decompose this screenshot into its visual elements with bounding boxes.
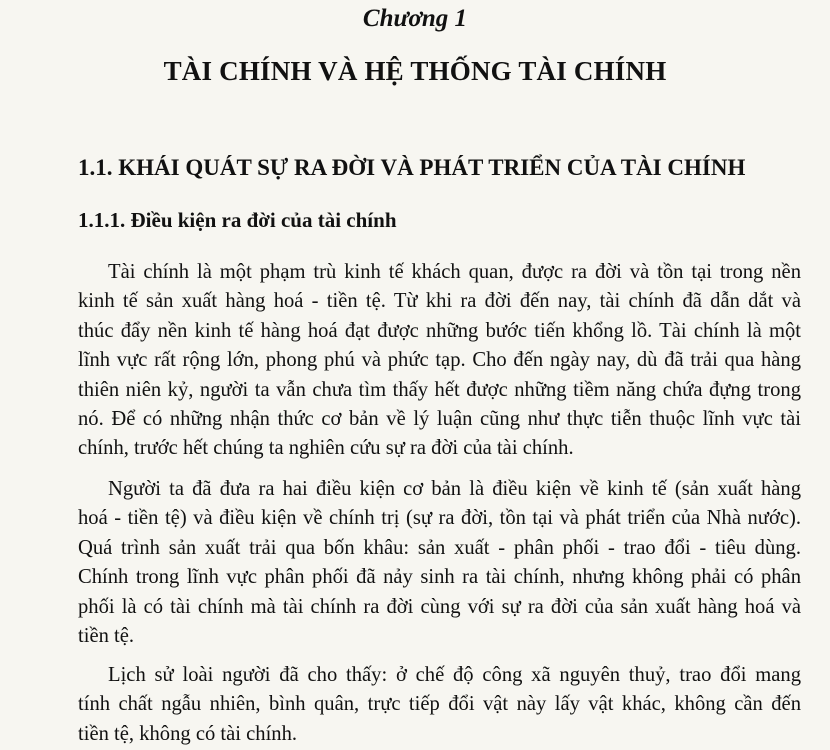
paragraph-line: Người ta đã đưa ra hai điều kiện cơ bản là điều kiện về kinh tế (sản xuất hàng: [108, 478, 801, 500]
paragraph-line: phối là có tài chính mà tài chính ra đời cùng với sự ra đời của sản xuất hàng hoá và: [78, 595, 801, 618]
paragraph-3: [78, 661, 801, 749]
section-heading: 1.1. KHÁI QUÁT SỰ RA ĐỜI VÀ PHÁT TRIỂN CỦA TÀI CHÍNH: [78, 155, 746, 180]
chapter-title: TÀI CHÍNH VÀ HỆ THỐNG TÀI CHÍNH: [163, 56, 667, 86]
paragraph-line: tiền tệ, không có tài chính.: [78, 722, 298, 745]
paragraph-line: lĩnh vực rất rộng lớn, phong phú và phức tạp. Cho đến ngày nay, dù đã trải qua hàng: [78, 349, 801, 372]
paragraph-line: hoá - tiền tệ) và điều kiện về chính trị (sự ra đời, tồn tại và phát triển của Nhà nước).: [78, 507, 801, 530]
paragraph-line: kinh tế sản xuất hàng hoá - tiền tệ. Từ khi ra đời đến nay, tài chính đã dẫn dắt và: [78, 290, 801, 313]
chapter-label: Chương 1: [362, 5, 468, 32]
paragraph-line: Lịch sử loài người đã cho thấy: ở chế độ công xã nguyên thuỷ, trao đổi mang: [108, 664, 801, 686]
paragraph-line: tính chất ngẫu nhiên, bình quân, trực tiếp đổi vật này lấy vật khác, không cần đến: [78, 693, 801, 716]
paragraph-1: [78, 258, 801, 464]
paragraph-line: thúc đẩy nền kinh tế hàng hoá đạt được những bước tiến khổng lồ. Tài chính là một: [78, 319, 801, 342]
paragraph-line: Quá trình sản xuất trải qua bốn khâu: sản xuất - phân phối - trao đổi - tiêu dùng.: [78, 536, 801, 559]
subsection-heading: 1.1.1. Điều kiện ra đời của tài chính: [78, 208, 397, 232]
paragraph-line: tiền tệ.: [78, 625, 135, 648]
paragraph-line: Chính trong lĩnh vực phân phối đã nảy sinh ra tài chính, nhưng không phải có phân: [78, 566, 801, 589]
paragraph-line: nó. Để có những nhận thức cơ bản về lý luận cũng như thực tiễn thuộc lĩnh vực tài: [78, 408, 801, 431]
paragraph-line: Tài chính là một phạm trù kinh tế khách quan, được ra đời và tồn tại trong nền: [108, 261, 801, 283]
paragraph-2: [78, 475, 801, 651]
paragraph-line: chính, trước hết chúng ta nghiên cứu sự ra đời của tài chính.: [78, 437, 574, 460]
paragraph-line: thiên niên kỷ, người ta vẫn chưa tìm thấy hết được những tiềm năng chứa đựng trong: [78, 378, 801, 401]
